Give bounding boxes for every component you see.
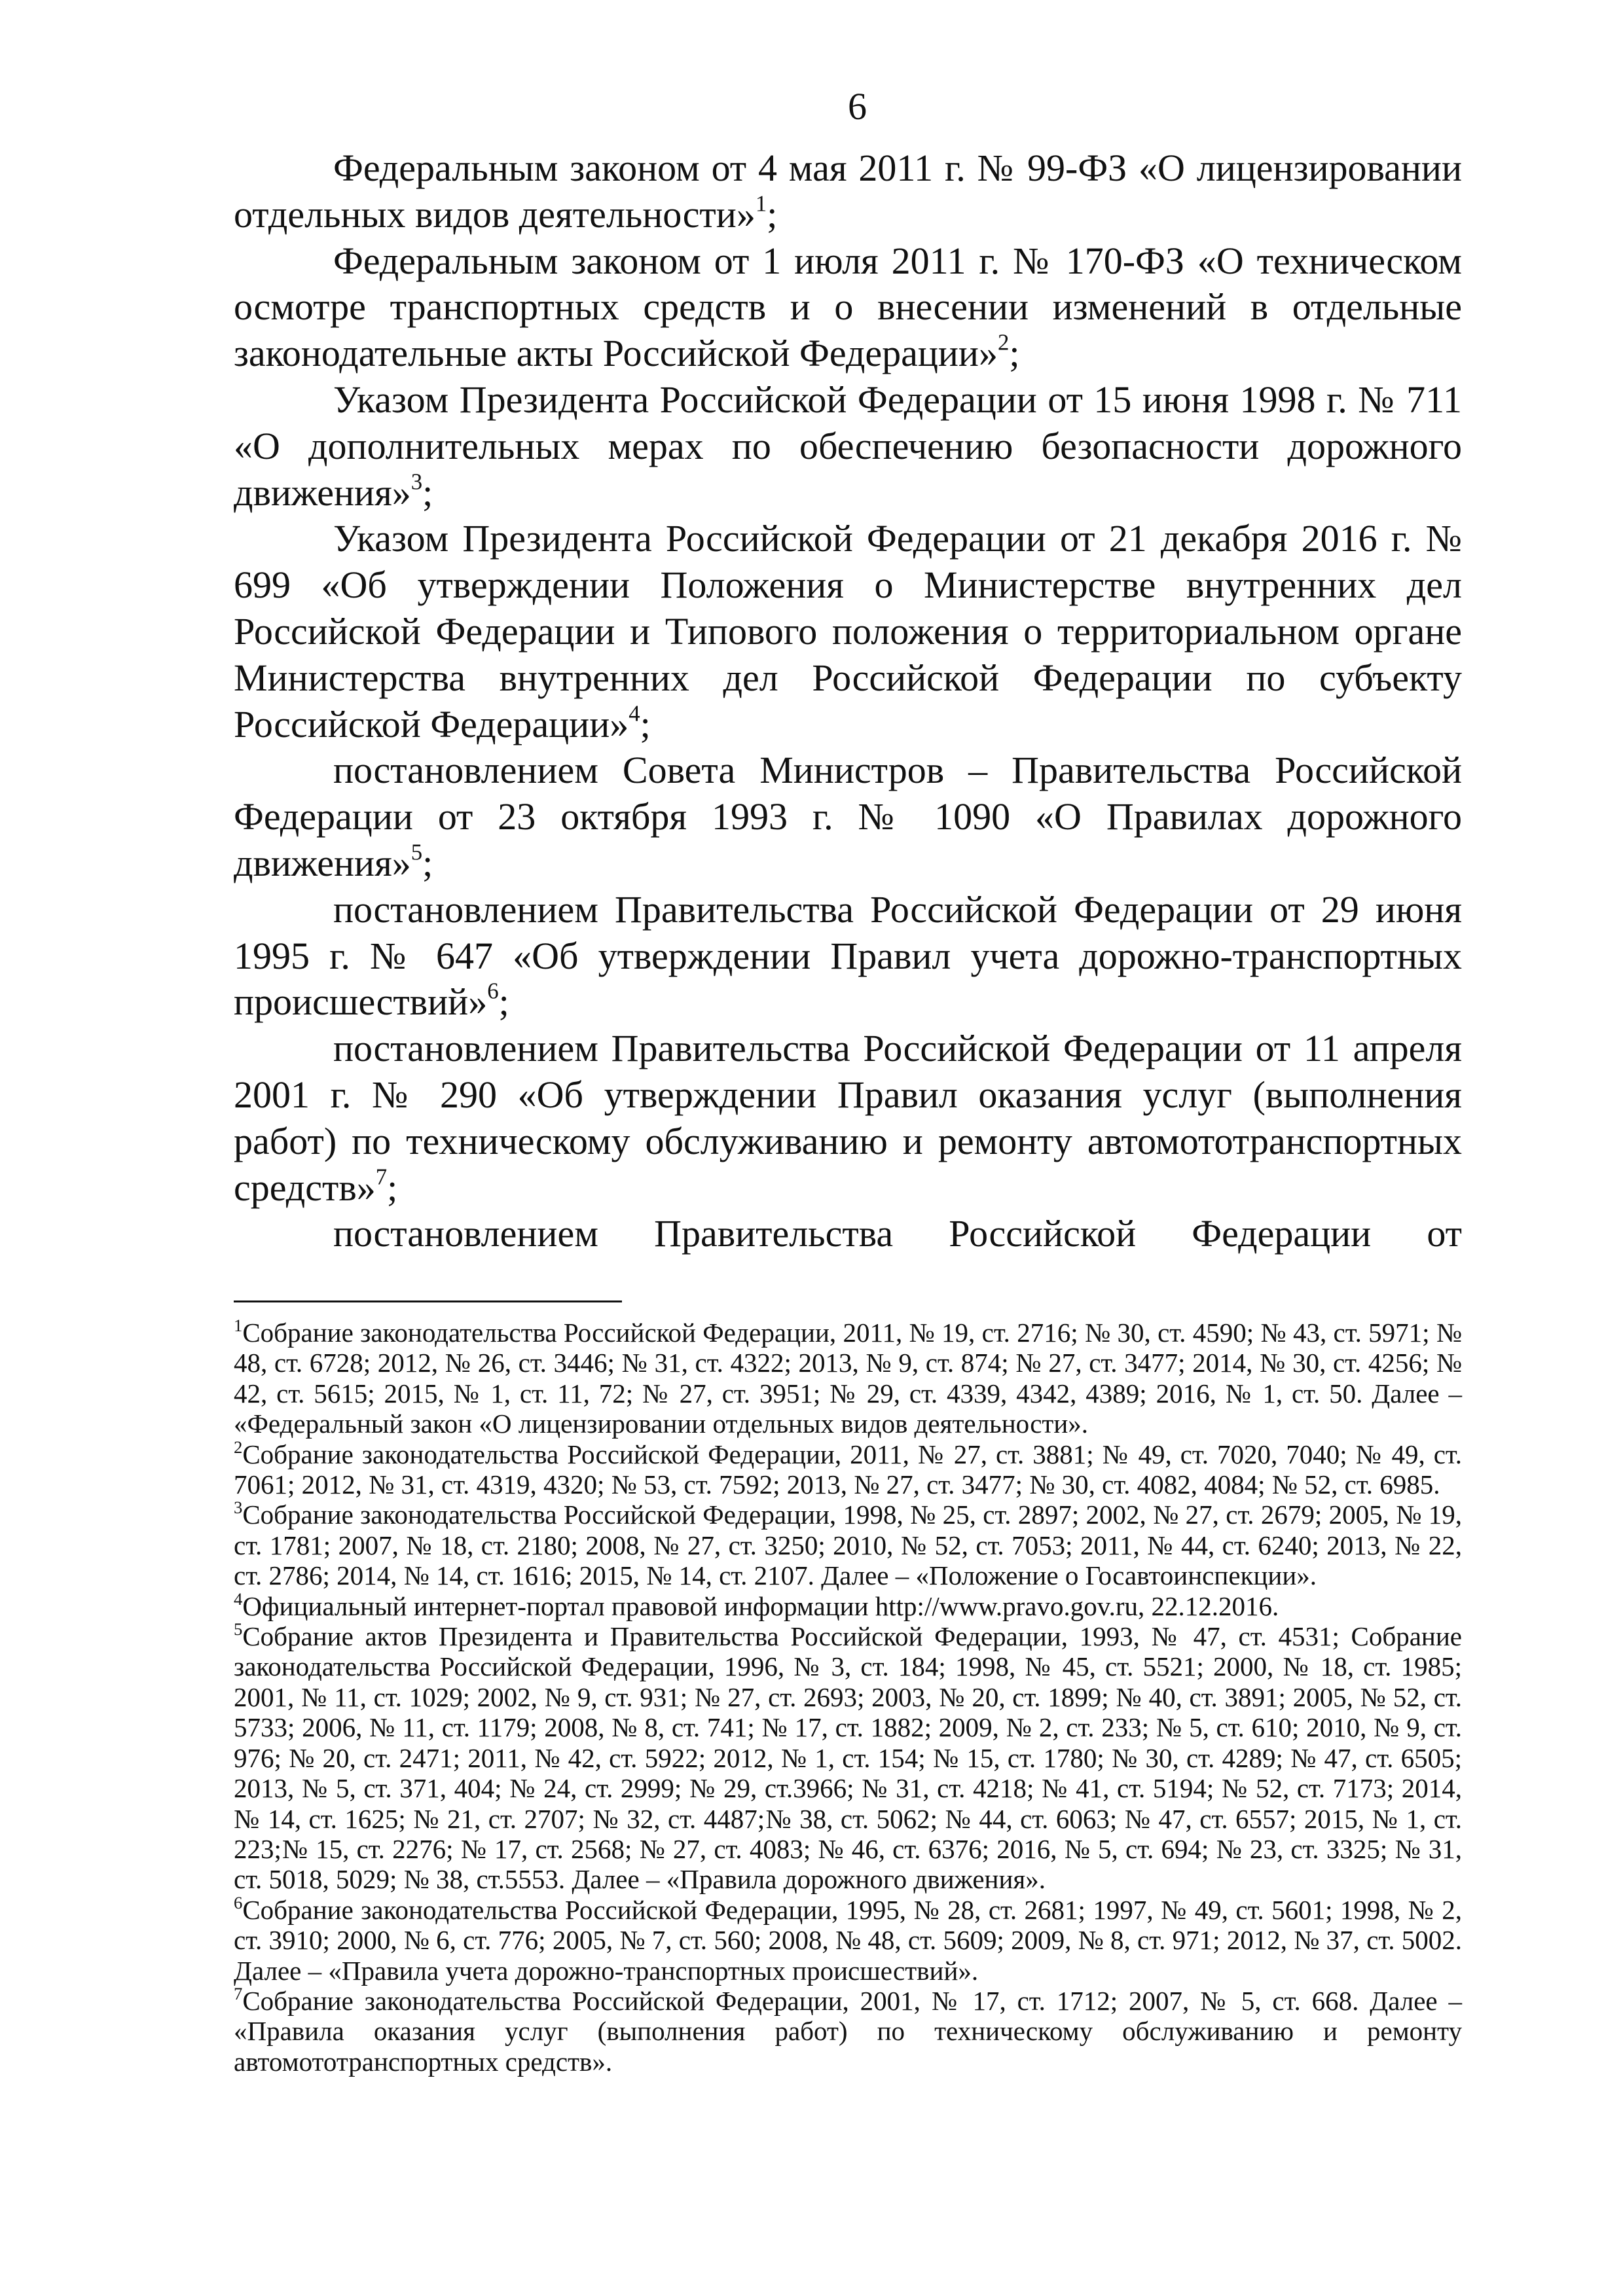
footnote-ref[interactable]: 5 bbox=[410, 839, 423, 865]
footnote bbox=[234, 1621, 1462, 1895]
paragraph bbox=[234, 238, 1462, 377]
paragraph-tail: ; bbox=[1009, 332, 1020, 375]
footnotes bbox=[234, 1318, 1462, 2077]
paragraph-text: постановлением Правительства Российской Федерации от 29 июня 1995 г. № 647 «Об утверждении Правил учета дорожно-транспортных происшествий» bbox=[234, 888, 1462, 1024]
paragraph-text: Указом Президента Российской Федерации от 15 июня 1998 г. № 711 «О дополнительных мерах по обеспечению безопасности дорожного движения» bbox=[234, 378, 1462, 514]
paragraph-tail: ; bbox=[422, 471, 433, 514]
footnote-ref[interactable]: 1 bbox=[755, 190, 767, 217]
footnote-ref[interactable]: 7 bbox=[375, 1164, 388, 1190]
footnote-text: Официальный интернет-портал правовой информации http://www.pravo.gov.ru, 22.12.2016. bbox=[242, 1590, 1279, 1621]
footnote bbox=[234, 1318, 1462, 1439]
footnote-number: 2 bbox=[234, 1437, 243, 1457]
footnote bbox=[234, 1588, 1462, 1621]
footnote bbox=[234, 1499, 1462, 1590]
footnote-text: Собрание законодательства Российской Федерации, 2011, № 27, ст. 3881; № 49, ст. 7020, 7040; № 49, ст. 7061; 2012, № 31, ст. 4319, 4320; № 53, ст. 7592; 2013, № 27, ст. 3477; № 30, ст. 4082, 4084; № 52, ст. 6985. bbox=[234, 1439, 1462, 1500]
footnote-number: 3 bbox=[234, 1498, 243, 1518]
paragraph-text: Федеральным законом от 4 мая 2011 г. № 99-ФЗ «О лицензировании отдельных видов деятельности» bbox=[234, 147, 1462, 236]
paragraph bbox=[234, 516, 1462, 747]
footnote-ref[interactable]: 3 bbox=[410, 469, 423, 495]
footnote-text: Собрание законодательства Российской Федерации, 2001, № 17, ст. 1712; 2007, № 5, ст. 668. Далее – «Правила оказания услуг (выполнения работ) по техническому обслуживанию и ремонту автомототранспортных средств». bbox=[234, 1985, 1462, 2077]
footnote-number: 4 bbox=[234, 1588, 243, 1609]
footnote-number: 7 bbox=[234, 1983, 243, 2003]
footnote-ref[interactable]: 4 bbox=[629, 700, 640, 726]
paragraph bbox=[234, 377, 1462, 516]
footnote-text: Собрание законодательства Российской Федерации, 2011, № 19, ст. 2716; № 30, ст. 4590; № 43, ст. 5971; № 48, ст. 6728; 2012, № 26, ст. 3446; № 31, ст. 4322; 2013, № 9, ст. 874; № 27, ст. 3477; 2014, № 30, ст. 4256; № 42, ст. 5615; 2015, № 1, ст. 11, 72; № 27, ст. 3951; № 29, ст. 4339, 4342, 4389; 2016, № 1, ст. 50. Далее – «Федеральный закон «О лицензировании отдельных видов деятельности». bbox=[234, 1318, 1462, 1439]
paragraph-tail: ; bbox=[498, 980, 509, 1024]
page-number: 6 bbox=[848, 85, 867, 128]
footnote-ref[interactable]: 2 bbox=[997, 329, 1010, 355]
paragraph-continued bbox=[234, 1211, 1462, 1257]
paragraph bbox=[234, 887, 1462, 1026]
paragraph bbox=[234, 1026, 1462, 1211]
footnote-separator bbox=[234, 1300, 622, 1302]
paragraph-text: постановлением Совета Министров – Правительства Российской Федерации от 23 октября 1993 г. № 1090 «О Правилах дорожного движения» bbox=[234, 749, 1462, 884]
paragraph-text: постановлением Правительства Российской Федерации от 11 апреля 2001 г. № 290 «Об утверждении Правил оказания услуг (выполнения работ) по техническому обслуживанию и ремонту автомототранспортных средств» bbox=[234, 1027, 1462, 1209]
paragraph-text: постановлением Правительства Российской Федерации от bbox=[333, 1212, 1462, 1255]
paragraph-text: Указом Президента Российской Федерации от 21 декабря 2016 г. № 699 «Об утверждении Положения о Министерстве внутренних дел Российской Федерации и Типового положения о территориальном органе Министерства внутренних дел Российской Федерации по субъекту Российской Федерации» bbox=[234, 517, 1462, 745]
paragraph-tail: ; bbox=[387, 1166, 398, 1209]
paragraph bbox=[234, 145, 1462, 238]
footnote-ref[interactable]: 6 bbox=[487, 978, 499, 1004]
main-text bbox=[234, 145, 1462, 1257]
paragraph-tail: ; bbox=[640, 702, 651, 745]
paragraph-tail: ; bbox=[767, 192, 778, 236]
footnote-number: 1 bbox=[234, 1316, 243, 1336]
footnote-text: Собрание актов Президента и Правительства Российской Федерации, 1993, № 47, ст. 4531; Собрание законодательства Российской Федерации, 1996, № 3, ст. 184; 1998, № 45, ст. 5521; 2000, № 18, ст. 1985; 2001, № 11, ст. 1029; 2002, № 9, ст. 931; № 27, ст. 2693; 2003, № 20, ст. 1899; № 40, ст. 3891; 2005, № 52, ст. 5733; 2006, № 11, ст. 1179; 2008, № 8, ст. 741; № 17, ст. 1882; 2009, № 2, ст. 233; № 5, ст. 610; 2010, № 9, ст. 976; № 20, ст. 2471; 2011, № 42, ст. 5922; 2012, № 1, ст. 154; № 15, ст. 1780; № 30, ст. 4289; № 47, ст. 6505; 2013, № 5, ст. 371, 404; № 24, ст. 2999; № 29, ст.3966; № 31, ст. 4218; № 41, ст. 5194; № 52, ст. 7173; 2014, № 14, ст. 1625; № 21, ст. 2707; № 32, ст. 4487;№ 38, ст. 5062; № 44, ст. 6063; № 47, ст. 6557; 2015, № 1, ст. 223;№ 15, ст. 2276; № 17, ст. 2568; № 27, ст. 4083; № 46, ст. 6376; 2016, № 5, ст. 694; № 23, ст. 3325; № 31, ст. 5018, 5029; № 38, ст.5553. Далее – «Правила дорожного движения». bbox=[234, 1621, 1462, 1895]
paragraph-text: Федеральным законом от 1 июля 2011 г. № 170-ФЗ «О техническом осмотре транспортных средств и о внесении изменений в отдельные законодательные акты Российской Федерации» bbox=[234, 239, 1462, 375]
footnote bbox=[234, 1983, 1462, 2077]
paragraph bbox=[234, 747, 1462, 886]
footnote-text: Собрание законодательства Российской Федерации, 1998, № 25, ст. 2897; 2002, № 27, ст. 2679; 2005, № 19, ст. 1781; 2007, № 18, ст. 2180; 2008, № 27, ст. 3250; 2010, № 52, ст. 7053; 2011, № 44, ст. 6240; 2013, № 22, ст. 2786; 2014, № 14, ст. 1616; 2015, № 14, ст. 2107. Далее – «Положение о Госавтоинспекции». bbox=[234, 1499, 1462, 1591]
footnote bbox=[234, 1892, 1462, 1986]
footnote-text: Собрание законодательства Российской Федерации, 1995, № 28, ст. 2681; 1997, № 49, ст. 5601; 1998, № 2, ст. 3910; 2000, № 6, ст. 776; 2005, № 7, ст. 560; 2008, № 48, ст. 5609; 2009, № 8, ст. 971; 2012, № 37, ст. 5002. Далее – «Правила учета дорожно-транспортных происшествий». bbox=[234, 1894, 1462, 1986]
footnote-number: 6 bbox=[234, 1892, 243, 1912]
paragraph-tail: ; bbox=[422, 841, 433, 884]
footnote bbox=[234, 1439, 1462, 1500]
footnote-number: 5 bbox=[234, 1619, 243, 1640]
